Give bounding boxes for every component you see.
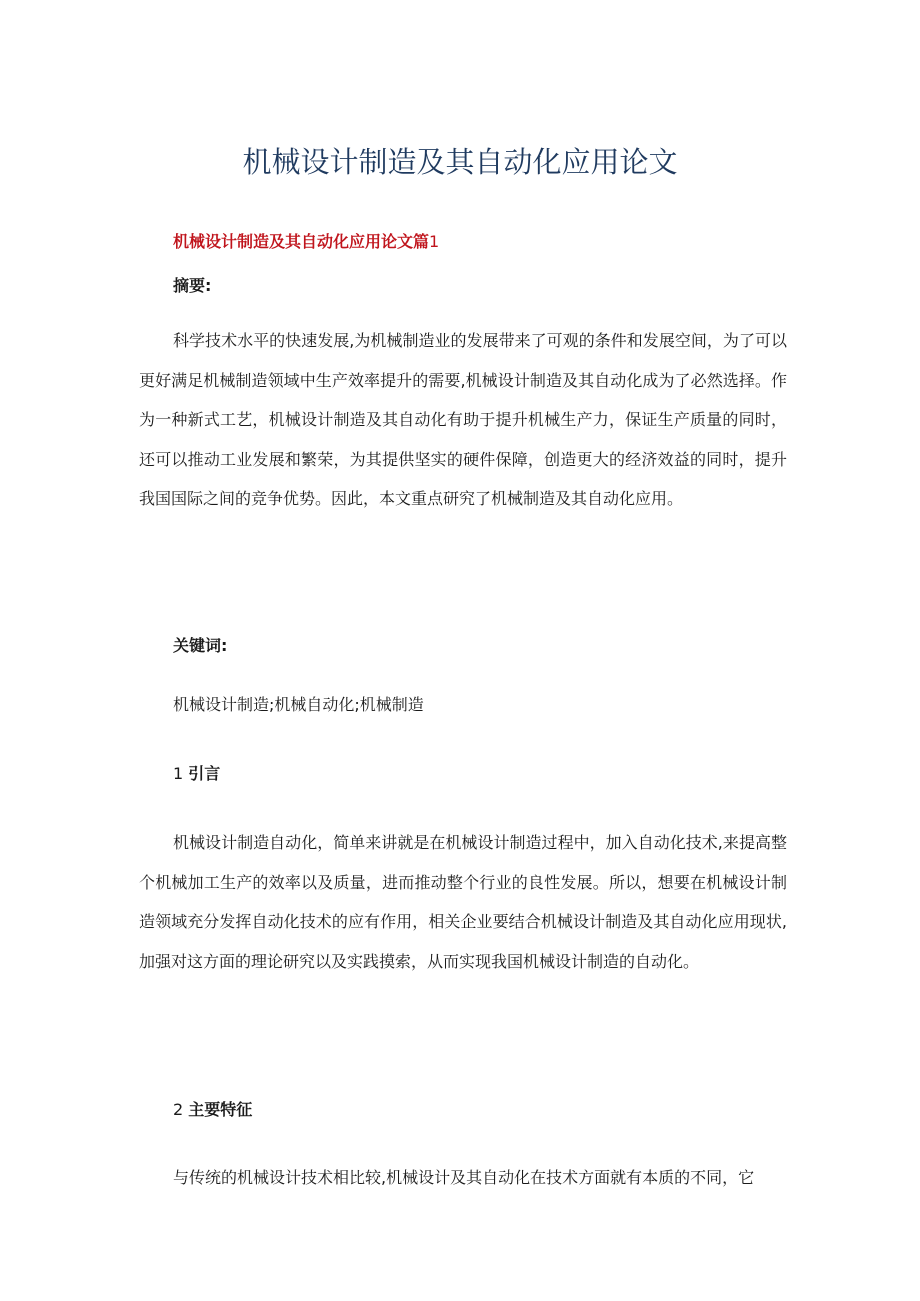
features-paragraph: 与传统的机械设计技术相比较,机械设计及其自动化在技术方面就有本质的不同，它 [173, 1168, 755, 1187]
introduction-paragraph: 机械设计制造自动化，简单来讲就是在机械设计制造过程中，加入自动化技术,来提高整个机械加工生产的效率以及质量，进而推动整个行业的良性发展。所以，想要在机械设计制造领域充分发挥自动化技术的应有作用，相关企业要结合机械设计制造及其自动化应用现状,加强对这方面的理论研究以及实践摸索，从而实现我国机械设计制造的自动化。 [139, 833, 787, 971]
heading-number: 1 [173, 764, 184, 783]
heading-introduction [173, 761, 220, 784]
heading-text: 引言 [188, 764, 221, 783]
abstract-label: 摘要: [173, 276, 212, 295]
section-title-text: 机械设计制造及其自动化应用论文篇 [173, 232, 430, 251]
section-title [173, 229, 439, 252]
heading-features [173, 1097, 252, 1120]
abstract-paragraph: 科学技术水平的快速发展,为机械制造业的发展带来了可观的条件和发展空间，为了可以更好满足机械制造领域中生产效率提升的需要,机械设计制造及其自动化成为了必然选择。作为一种新式工艺，机械设计制造及其自动化有助于提升机械生产力，保证生产质量的同时，还可以推动工业发展和繁荣，为其提供坚实的硬件保障，创造更大的经济效益的同时，提升我国国际之间的竞争优势。因此，本文重点研究了机械制造及其自动化应用。 [139, 331, 787, 508]
keywords-label: 关键词: [173, 636, 228, 655]
document-title: 机械设计制造及其自动化应用论文 [242, 145, 678, 179]
section-number: 1 [429, 232, 440, 251]
heading-number: 2 [173, 1100, 184, 1119]
heading-text: 主要特征 [188, 1100, 253, 1119]
keywords-text: 机械设计制造;机械自动化;机械制造 [173, 695, 424, 714]
